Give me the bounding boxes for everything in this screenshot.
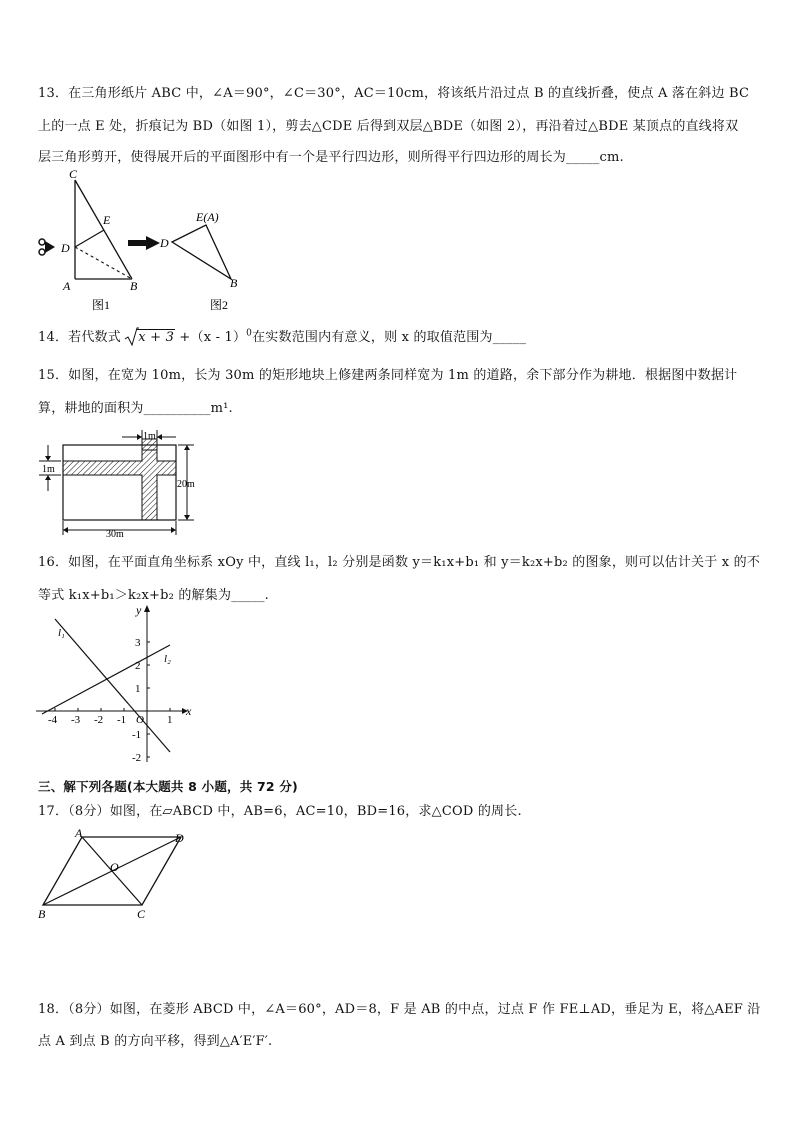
sqrt-icon — [125, 328, 139, 348]
fig2-label-d: D — [160, 236, 169, 250]
line-l1 — [55, 619, 170, 752]
q13-figure2 — [158, 205, 258, 315]
q17-label-c: C — [137, 907, 146, 921]
q17-label-o: O — [110, 860, 119, 874]
xtick-label: -1 — [117, 714, 127, 726]
q15-label-bottom: 30m — [106, 529, 124, 540]
q18-line2: 点 A 到点 B 的方向平移，得到△A′E′F′. — [38, 1034, 273, 1049]
q15-line2: 算，耕地的面积为__________m¹. — [38, 401, 233, 416]
q14-sqrt — [125, 330, 175, 345]
fig1-label-a: A — [63, 279, 71, 293]
q17-label-b: B — [38, 907, 46, 921]
fig2-caption: 图2 — [210, 298, 229, 312]
q14-radicand: x + 3 — [138, 330, 175, 345]
q16-coordinate-chart — [36, 602, 206, 777]
q14-suffix: 在实数范围内有意义，则 x 的取值范围为_____ — [252, 330, 527, 345]
q14-mid: +（x - 1） — [179, 330, 247, 345]
fig1-label-e: E — [103, 213, 111, 227]
line-l2 — [42, 645, 170, 714]
label-origin: O — [136, 714, 144, 726]
xtick-label: -3 — [71, 714, 81, 726]
label-x: x — [186, 704, 192, 718]
fig1-caption: 图1 — [92, 298, 111, 312]
xtick-label: -4 — [48, 714, 58, 726]
q15-label-right: 20m — [177, 479, 195, 490]
q17-parallelogram — [34, 827, 194, 927]
q17-label-d: D — [175, 831, 184, 845]
q15-label-top: 1m — [143, 431, 156, 442]
ytick-label: 3 — [135, 637, 141, 649]
fig2-label-b: B — [230, 276, 238, 290]
q14-prefix: 14．若代数式 — [38, 330, 121, 345]
q16-line2: 等式 k₁x+b₁＞k₂x+b₂ 的解集为_____. — [38, 588, 269, 603]
arrow-right-icon — [128, 236, 162, 250]
ytick-label: -2 — [132, 752, 142, 764]
q13-line3: 层三角形剪开，使得展开后的平面图形中有一个是平行四边形，则所得平行四边形的周长为_____cm. — [38, 150, 624, 165]
ytick-label: 2 — [135, 660, 141, 672]
q17-label-a: A — [75, 826, 83, 840]
fig1-label-d: D — [61, 241, 70, 255]
scissors-icon — [39, 239, 55, 255]
q15-label-left: 1m — [42, 464, 55, 475]
fig2-label-ea: E(A) — [196, 210, 219, 224]
q16-line1: 16．如图，在平面直角坐标系 xOy 中，直线 l₁，l₂ 分别是函数 y＝k₁x+b₁ 和 y＝k₂x+b₂ 的图象，则可以估计关于 x 的不 — [38, 555, 761, 570]
xtick-label: -2 — [94, 714, 104, 726]
fig1-label-b: B — [130, 279, 138, 293]
q13-line1: 13．在三角形纸片 ABC 中，∠A＝90°，∠C＝30°，AC＝10cm，将该纸片沿过点 B 的直线折叠，使点 A 落在斜边 BC — [38, 86, 750, 101]
y-axis-arrow-icon — [144, 605, 150, 612]
q14-line — [38, 326, 526, 345]
ytick-label: 1 — [135, 683, 141, 695]
q15-figure — [36, 425, 226, 540]
label-y: y — [136, 603, 142, 617]
fig1-label-c: C — [69, 167, 78, 181]
xtick-label: 1 — [167, 714, 173, 726]
q15-line1: 15．如图，在宽为 10m，长为 30m 的矩形地块上修建两条同样宽为 1m 的道路，余下部分作为耕地．根据图中数据计 — [38, 368, 738, 383]
section-3-heading: 三、解下列各题(本大题共 8 小题，共 72 分) — [38, 779, 298, 794]
q18-line1: 18．（8分）如图，在菱形 ABCD 中，∠A＝60°，AD＝8，F 是 AB 的中点，过点 F 作 FE⊥AD，垂足为 E，将△AEF 沿 — [38, 1002, 761, 1017]
q13-line2: 上的一点 E 处，折痕记为 BD（如图 1），剪去△CDE 后得到双层△BDE（如图 2），再沿着过△BDE 某顶点的直线将双 — [38, 119, 739, 134]
label-l1: l₁ — [58, 627, 65, 639]
label-l2: l₂ — [164, 653, 171, 665]
q14-exponent: 0 — [246, 328, 253, 339]
q17-text: 17．（8分）如图，在▱ABCD 中，AB=6，AC=10，BD=16，求△COD 的周长. — [38, 804, 522, 819]
ytick-label: -1 — [132, 729, 142, 741]
